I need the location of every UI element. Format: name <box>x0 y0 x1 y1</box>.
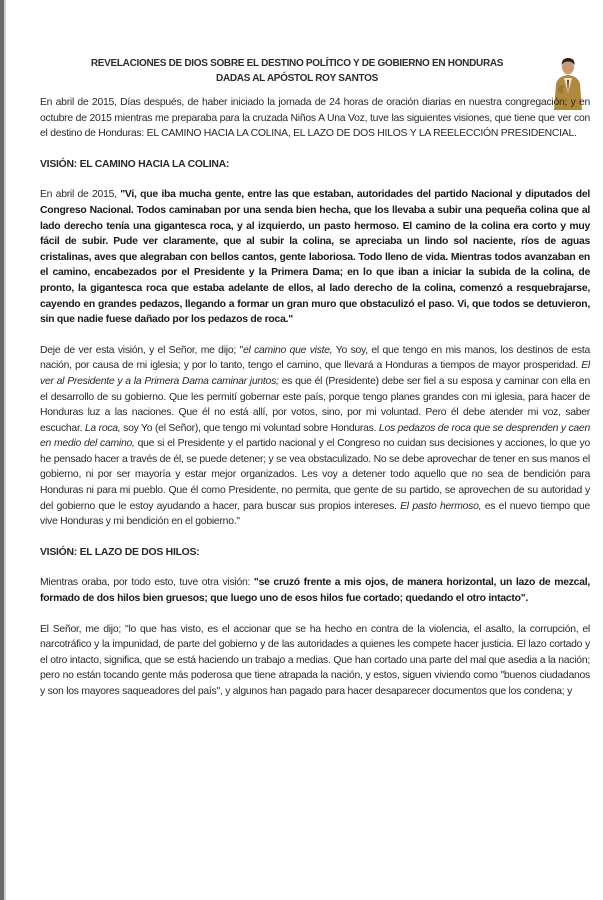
paragraph-lead: En abril de 2015, <box>40 189 121 201</box>
title-line-2: DADAS AL APÓSTOL ROY SANTOS <box>216 73 378 84</box>
vision-quote: "se cruzó frente a mis ojos, de manera horizontal, un lazo de mezcal, formado de dos hilos bien gruesos; que luego uno de esos hilos fue cortado; quedando el otro intacto". <box>40 577 590 605</box>
italic-phrase: el camino que viste, <box>242 344 333 356</box>
text-run: es el nuevo tiempo que vive Honduras y mi bendición en el gobierno." <box>40 500 590 528</box>
text-run: soy Yo (el Señor), que tengo mi voluntad sobre Honduras. <box>120 422 379 434</box>
italic-phrase: La roca, <box>84 422 121 434</box>
italic-phrase: El ver al Presidente y a la Primera Dama caminar juntos; <box>40 360 590 387</box>
page-edge-border <box>0 0 4 900</box>
vision-lazo-paragraph <box>40 575 590 606</box>
section-heading-camino: VISIÓN: EL CAMINO HACIA LA COLINA: <box>40 158 230 170</box>
document-title <box>40 56 554 86</box>
section-heading-lazo: VISIÓN: EL LAZO DE DOS HILOS: <box>40 546 200 558</box>
paragraph-lead: Mientras oraba, por todo esto, tuve otra visión: <box>40 577 254 589</box>
document-page <box>40 56 590 700</box>
text-run: Yo soy, el que tengo en mis manos, los destinos de esta nación, por causa de mi iglesia; y por lo tanto, tengo el camino, que llevará a Honduras a tiempos de mayor prosperidad. <box>40 344 590 372</box>
italic-phrase: Los pedazos de roca que se desprenden y caen en medio del camino, <box>40 422 590 450</box>
text-run: Deje de ver esta visión, y el Señor, me dijo; " <box>40 344 243 356</box>
vision-quote: "Vi, que iba mucha gente, entre las que estaban, autoridades del partido Nacional y diputados del Congreso Nacional. Todos caminaban por una senda bien hecha, que los llevaba a subir una pequeña colina que al lado derecho tenía una gigantesca roca, y al izquierdo, un pasto hermoso. El camino de la colina era corto y muy fácil de subir. Pude ver claramente, que al subir la colina, se apreciaba un lindo sol naciente, ríos de aguas cristalinas, aves que alegraban con bellos cantos, gente laboriosa. Todo lleno de vida. Mientras todos avanzaban en el camino, encabezados por el Presidente y la Primera Dama; en lo que iban a iniciar la subida de la colina, de pronto, la gigantesca roca que estaba adelante de ellos, al lado derecho de la colina, comenzó a resquebrajarse, cayendo en grandes pedazos, llegando a formar un gran muro que obstaculizó el paso. Vi, que todos se detuvieron, sin que nadie fuese dañado por los pedazos de roca." <box>40 189 590 326</box>
vision-camino-paragraph <box>40 187 590 327</box>
text-run: es que él (Presidente) debe ser fiel a su esposa y caminar con ella en el desarrollo de su gobierno. Que les permití gobernar este país, porque tengo planes grandes con mi iglesia, para hacer de Honduras luz a las naciones. Que él no está allí, por votos, sino, por mi voluntad. Pero él debe atender mi voz, saber escuchar. <box>40 375 590 434</box>
lord-explanation-paragraph: El Señor, me dijo; "lo que has visto, es el accionar que se ha hecho en contra de la violencia, el asalto, la corrupción, el narcotráfico y la impunidad, de parte del gobierno y de las autoridades a quienes les compete hacer justicia. El lazo cortado y el otro intacto, significa, que se está haciendo un trabajo a medias. Que han cortado una parte del mal que asedia a la nación; pero no están tocando gente más poderosa que tiene atrapada la nación, y estos, siguen viviendo como "buenos ciudadanos y son los mayores saqueadores del país", y algunos han pagado para hacer desaparecer documentos que los condena; y <box>40 623 590 697</box>
intro-paragraph: En abril de 2015, Días después, de haber iniciado la jornada de 24 horas de oración diarias en nuestra congregación; y en octubre de 2015 mientras me preparaba para la cruzada Niños A Una Voz, tuve las siguientes visiones, que tiene que ver con el destino de Honduras: EL CAMINO HACIA LA COLINA, EL LAZO DE DOS HILOS Y LA REELECCIÓN PRESIDENCIAL. <box>40 97 590 140</box>
lord-message-paragraph <box>40 343 590 530</box>
text-run: que si el Presidente y el partido nacional y el Congreso no cuidan sus decisiones y acciones, lo que yo he pensado hacer a través de él, se puede detener; y se vea obstaculizado. No se debe aprovechar de tener en sus manos el gobierno, ni por ser mayoría y estar mejor organizados. Les voy a detener todo aquello que no sea de bendición para Honduras ni para mi pueblo. Que él como Presidente, no permita, que gente de su partido, se aprovechen de su autoridad y del gobierno que le estoy ayudando a hacer, para buscar sus propios intereses. <box>40 438 590 512</box>
title-line-1: REVELACIONES DE DIOS SOBRE EL DESTINO POLÍTICO Y DE GOBIERNO EN HONDURAS <box>90 58 504 69</box>
italic-phrase: El pasto hermoso, <box>400 500 482 512</box>
